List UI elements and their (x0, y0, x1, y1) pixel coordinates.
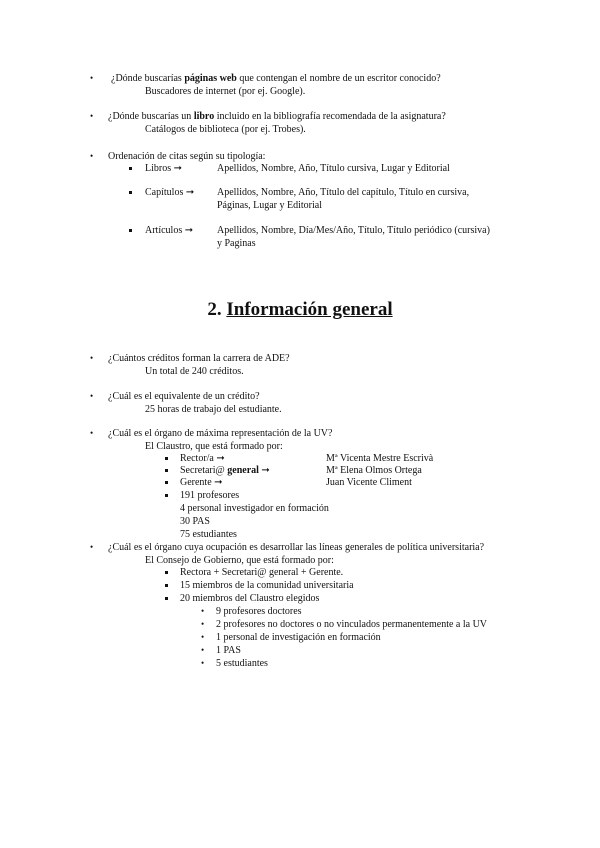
citation-type-label: Libros ➞ (145, 163, 182, 174)
citation-type-desc: Apellidos, Nombre, Día/Mes/Año, Título, Título periódico (cursiva) (217, 225, 490, 236)
question-1: ¿Dónde buscarías páginas web que contengan el nombre de un escritor conocido? (111, 73, 441, 84)
square-bullet-icon (165, 584, 168, 587)
citation-type-desc: Apellidos, Nombre, Año, Título cursiva, Lugar y Editorial (217, 163, 450, 174)
answer-2: Catálogos de biblioteca (por ej. Trobes). (145, 124, 306, 135)
square-bullet-icon (165, 494, 168, 497)
member-name: Mª Elena Olmos Ortega (326, 465, 422, 476)
citation-type-label: Capítulos ➞ (145, 187, 195, 198)
bullet-icon: • (90, 428, 94, 438)
consejo-sub-item: 5 estudiantes (216, 658, 268, 669)
bullet-icon: • (201, 658, 205, 668)
consejo-sub-item: 1 PAS (216, 645, 241, 656)
consejo-item: Rectora + Secretari@ general + Gerente. (180, 567, 344, 578)
consejo-sub-item: 2 profesores no doctores o no vinculados permanentemente a la UV (216, 619, 488, 630)
section-number: 2. (207, 299, 222, 320)
consejo-item: 20 miembros del Claustro elegidos (180, 593, 320, 604)
citation-type-desc: Páginas, Lugar y Editorial (217, 200, 322, 211)
bullet-icon: • (90, 353, 94, 363)
citation-type-desc: y Paginas (217, 238, 256, 249)
citation-type-desc: Apellidos, Nombre, Año, Título del capítulo, Título en cursiva, (217, 187, 470, 198)
consejo-sub-item: 1 personal de investigación en formación (216, 632, 381, 643)
bullet-icon: • (201, 619, 205, 629)
bullet-icon: • (90, 151, 94, 161)
section-title: Información general (226, 299, 393, 320)
bullet-icon: • (201, 606, 205, 616)
square-bullet-icon (129, 167, 132, 170)
member-role: Secretari@ general ➞ (180, 465, 270, 476)
section-heading (0, 298, 600, 322)
member-sub: 4 personal investigador en formación (180, 503, 329, 514)
answer-5: 25 horas de trabajo del estudiante. (145, 404, 282, 415)
consejo-intro: El Consejo de Gobierno, que está formado por: (145, 555, 334, 566)
claustro-intro: El Claustro, que está formado por: (145, 441, 283, 452)
square-bullet-icon (165, 597, 168, 600)
member-name: Juan Vicente Climent (326, 477, 412, 488)
question-4: ¿Cuántos créditos forman la carrera de ADE? (108, 353, 290, 364)
bullet-icon: • (90, 111, 94, 121)
member-role: Rector/a ➞ (180, 453, 225, 464)
consejo-sub-item: 9 profesores doctores (216, 606, 302, 617)
bullet-icon: • (90, 391, 94, 401)
answer-1: Buscadores de internet (por ej. Google). (145, 86, 306, 97)
bullet-icon: • (90, 542, 94, 552)
question-2: ¿Dónde buscarías un libro incluido en la bibliografía recomendada de la asignatura? (108, 111, 446, 122)
question-3: Ordenación de citas según su tipología: (108, 151, 266, 162)
square-bullet-icon (165, 481, 168, 484)
bullet-icon: • (201, 632, 205, 642)
member-role: Gerente ➞ (180, 477, 223, 488)
member-count: 191 profesores (180, 490, 240, 501)
question-7: ¿Cuál es el órgano cuya ocupación es desarrollar las líneas generales de política universitaria? (108, 542, 485, 553)
square-bullet-icon (129, 191, 132, 194)
bullet-icon: • (90, 73, 94, 83)
square-bullet-icon (129, 229, 132, 232)
square-bullet-icon (165, 571, 168, 574)
square-bullet-icon (165, 457, 168, 460)
member-sub: 30 PAS (180, 516, 210, 527)
citation-type-label: Artículos ➞ (145, 225, 194, 236)
member-sub: 75 estudiantes (180, 529, 237, 540)
bullet-icon: • (201, 645, 205, 655)
member-name: Mª Vicenta Mestre Escrivà (326, 453, 434, 464)
answer-4: Un total de 240 créditos. (145, 366, 244, 377)
question-5: ¿Cuál es el equivalente de un crédito? (108, 391, 260, 402)
square-bullet-icon (165, 469, 168, 472)
question-6: ¿Cuál es el órgano de máxima representación de la UV? (108, 428, 333, 439)
consejo-item: 15 miembros de la comunidad universitaria (180, 580, 354, 591)
